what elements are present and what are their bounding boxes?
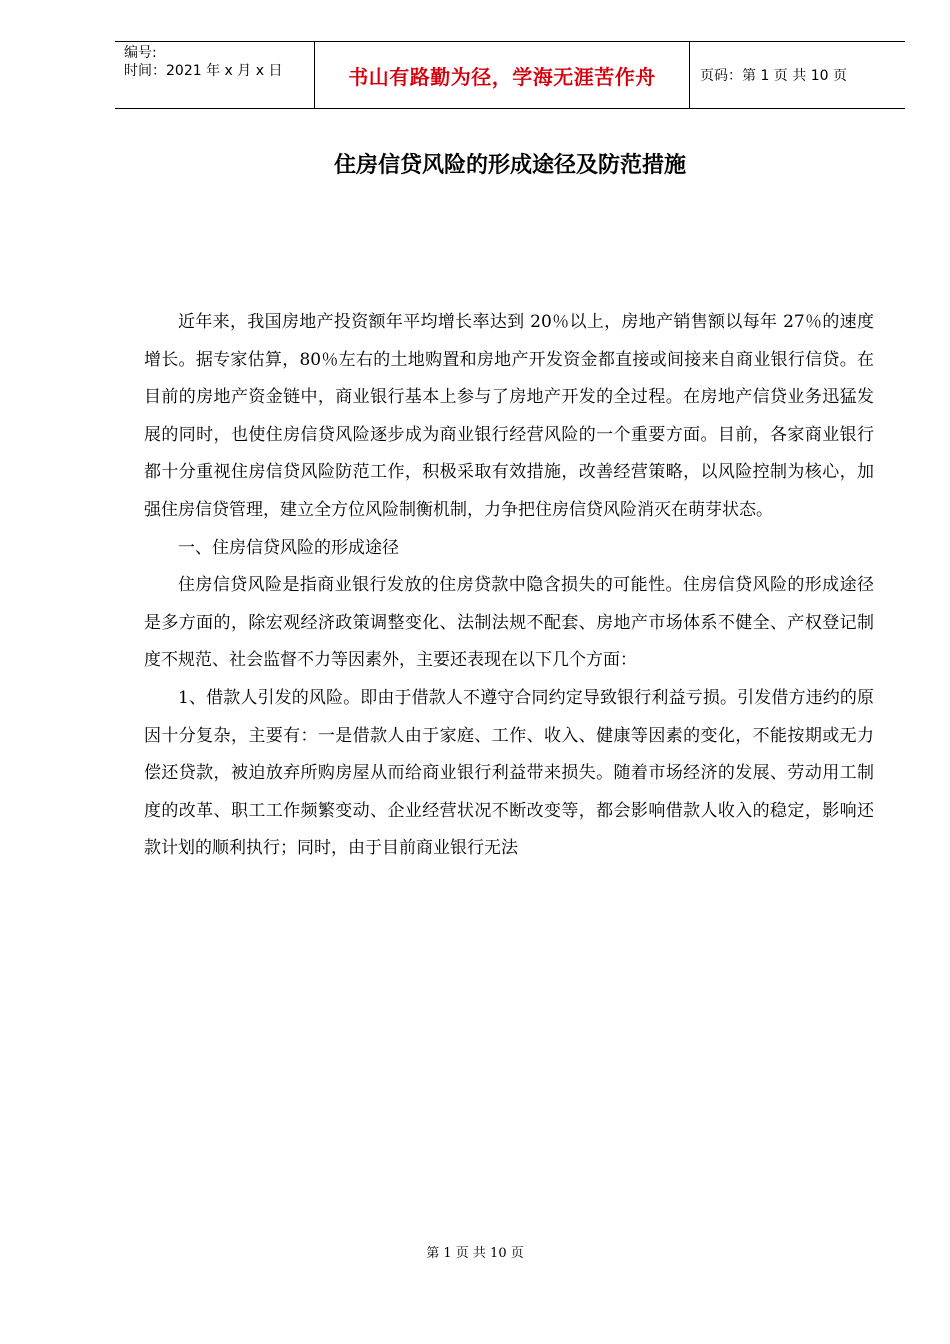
paragraph: 1、借款人引发的风险。即由于借款人不遵守合同约定导致银行利益亏损。引发借方违约的原因十分复杂，主要有：一是借款人由于家庭、工作、收入、健康等因素的变化，不能按期或无力偿还贷款，被迫放弃所购房屋从而给商业银行利益带来损失。随着市场经济的发展、劳动用工制度的改革、职工工作频繁变动、企业经营状况不断改变等，都会影响借款人收入的稳定，影响还款计划的顺利执行；同时，由于目前商业银行无法 — [144, 687, 874, 859]
document-time: 时间：2021 年 x 月 x 日 — [124, 63, 283, 79]
paragraph: 住房信贷风险是指商业银行发放的住房贷款中隐含损失的可能性。住房信贷风险的形成途径是多方面的，除宏观经济政策调整变化、法制法规不配套、房地产市场体系不健全、产权登记制度不规范、社会监督不力等因素外，主要还表现在以下几个方面： — [144, 575, 874, 671]
document-body — [144, 304, 874, 868]
header-meta — [115, 42, 315, 108]
page-footer: 第 1 页 共 10 页 — [426, 1246, 524, 1261]
page-header — [115, 41, 905, 109]
header-page-info: 页码：第 1 页 共 10 页 — [700, 68, 847, 84]
document-title: 住房信贷风险的形成途径及防范措施 — [333, 153, 686, 178]
document-number-label: 编号: — [124, 45, 157, 61]
header-motto: 书山有路勤为径，学海无涯苦作舟 — [315, 42, 690, 108]
paragraph: 近年来，我国房地产投资额年平均增长率达到 20％以上，房地产销售额以每年 27％的速度增长。据专家估算，80％左右的土地购置和房地产开发资金都直接或间接来自商业银行信贷。在目前的房地产资金链中，商业银行基本上参与了房地产开发的全过程。在房地产信贷业务迅猛发展的同时，也使住房信贷风险逐步成为商业银行经营风险的一个重要方面。目前，各家商业银行都十分重视住房信贷风险防范工作，积极采取有效措施，改善经营策略，以风险控制为核心，加强住房信贷管理，建立全方位风险制衡机制，力争把住房信贷风险消灭在萌芽状态。 — [144, 312, 874, 520]
section-heading: 一、住房信贷风险的形成途径 — [178, 537, 399, 558]
